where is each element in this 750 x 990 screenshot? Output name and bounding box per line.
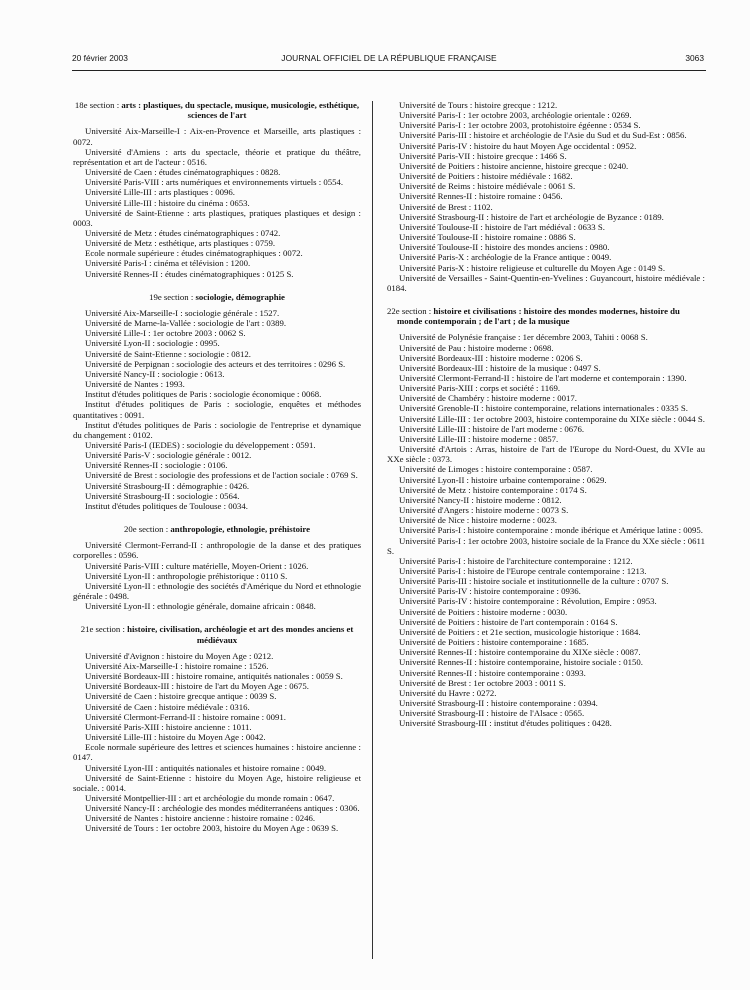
- list-item: Université Paris-III : histoire sociale et institutionnelle de la culture : 0707 S.: [399, 576, 669, 587]
- list-item: Université de Tours : 1er octobre 2003, histoire du Moyen Age : 0639 S.: [85, 823, 339, 834]
- list-item: Université de Caen : études cinématographiques : 0828.: [85, 167, 281, 178]
- list-item: Université Paris-X : archéologie de la France antique : 0049.: [399, 252, 612, 263]
- list-item: Institut d'études politiques de Paris : sociologie, enquêtes et méthodes quantitatives : 0091.: [73, 399, 361, 420]
- list-item: Université Paris-VII : histoire grecque : 1466 S.: [399, 150, 567, 161]
- list-item: Université Lyon-II : histoire urbaine contemporaine : 0629.: [399, 474, 607, 485]
- list-item: Université Toulouse-II : histoire de l'art médiéval : 0633 S.: [399, 221, 605, 232]
- list-item: Université d'Angers : histoire moderne : 0073 S.: [399, 505, 569, 516]
- list-item: Université de Saint-Etienne : arts plastiques, pratiques plastiques et design : 0003.: [73, 207, 361, 228]
- list-item: Université de Reims : histoire médiévale : 0061 S.: [399, 181, 576, 192]
- list-item: Université de Nantes : 1993.: [85, 379, 185, 390]
- list-item: Université Strasbourg-III : institut d'études politiques : 0428.: [399, 718, 612, 729]
- list-item: Université de Versailles - Saint-Quentin-en-Yvelines : Guyancourt, histoire médiévale : 0184.: [387, 272, 705, 293]
- list-item: Université de Metz : études cinématographiques : 0742.: [85, 227, 281, 238]
- list-item: Université Lille-III : histoire de l'art moderne : 0676.: [399, 423, 585, 434]
- page-header: [72, 50, 706, 71]
- list-item: Université Aix-Marseille-I : histoire romaine : 1526.: [85, 660, 269, 671]
- section-block: [387, 306, 705, 729]
- list-item: Université de Metz : histoire contemporaine : 0174 S.: [399, 484, 587, 495]
- list-item: Université Rennes-II : histoire contemporaine, histoire sociale : 0150.: [399, 657, 643, 668]
- list-item: Université d'Artois : Arras, histoire de l'art de l'Europe du Nord-Ouest, du XVIe au XXe siècle : 0373.: [387, 444, 705, 465]
- list-item: Université Lille-III : histoire moderne : 0857.: [399, 433, 559, 444]
- section-block: [73, 100, 361, 279]
- list-item: Université Strasbourg-II : histoire de l'art et archéologie de Byzance : 0189.: [399, 211, 664, 222]
- list-item: Université Paris-IV : histoire du haut Moyen Age occidental : 0952.: [399, 140, 637, 151]
- list-item: Université Paris-I : 1er octobre 2003, histoire sociale de la France du XXe siècle : 0611 S.: [387, 535, 705, 556]
- list-item: Université Paris-XIII : histoire ancienne : 1011.: [85, 721, 252, 732]
- right-column: [387, 100, 705, 741]
- list-item: Institut d'études politiques de Paris : sociologie de l'entreprise et dynamique du changement : 0102.: [73, 419, 361, 440]
- list-item: Université Paris-IV : histoire contemporaine : Révolution, Empire : 0953.: [399, 596, 657, 607]
- list-item: Université Clermont-Ferrand-II : histoire romaine : 0091.: [85, 711, 286, 722]
- section-number: 20e section :: [123, 524, 171, 535]
- list-item: Université de Chambéry : histoire moderne : 0017.: [399, 393, 577, 404]
- list-item: Ecole normale supérieure : études cinématographiques : 0072.: [85, 248, 303, 259]
- section-block: [73, 524, 361, 611]
- list-item: Université Paris-I : histoire contemporaine : monde ibérique et Amérique latine : 0095.: [399, 525, 703, 536]
- section-title: [73, 100, 361, 120]
- section-heading: arts : plastiques, du spectacle, musique, musicologie, esthétique, sciences de l'art: [121, 100, 360, 121]
- section-title: [73, 624, 361, 644]
- list-item: Université Aix-Marseille-I : sociologie générale : 1527.: [85, 307, 280, 318]
- list-item: Université de Tours : histoire grecque : 1212.: [399, 100, 558, 110]
- list-item: Université de Pau : histoire moderne : 0698.: [399, 342, 554, 353]
- list-item: Université Lyon-II : sociologie : 0995.: [85, 338, 220, 349]
- list-item: Université Lille-III : histoire du cinéma : 0653.: [85, 197, 250, 208]
- list-item: Université Paris-I : histoire de l'Europe centrale contemporaine : 1213.: [399, 565, 647, 576]
- list-item: Université de Nice : histoire moderne : 0023.: [399, 515, 557, 526]
- list-item: Université Paris-V : sociologie générale : 0012.: [85, 450, 252, 461]
- list-item: Institut d'études politiques de Paris : sociologie économique : 0068.: [85, 389, 322, 400]
- list-item: Université Rennes-II : sociologie : 0106.: [85, 460, 228, 471]
- list-item: Université Strasbourg-II : histoire contemporaine : 0394.: [399, 698, 598, 708]
- list-item: Université du Havre : 0272.: [399, 687, 497, 698]
- list-item: Université de Caen : histoire grecque antique : 0039 S.: [85, 691, 277, 702]
- list-item: Université Nancy-II : sociologie : 0613.: [85, 368, 225, 379]
- left-column: [73, 100, 361, 847]
- list-item: Université Lyon-II : ethnologie générale, domaine africain : 0848.: [85, 601, 316, 612]
- list-item: Université de Metz : esthétique, arts plastiques : 0759.: [85, 238, 276, 249]
- list-item: Université Paris-I (IEDES) : sociologie du développement : 0591.: [85, 439, 316, 450]
- list-item: Université Rennes-II : histoire contemporaine : 0393.: [399, 667, 586, 678]
- section-number: 22e section :: [387, 305, 434, 316]
- section-title: [387, 306, 705, 326]
- list-item: Université Strasbourg-II : démographie : 0426.: [85, 480, 250, 491]
- list-item: Université Lyon-II : anthropologie préhistorique : 0110 S.: [85, 570, 288, 581]
- list-item: Université de Poitiers : histoire moderne : 0030.: [399, 606, 568, 617]
- section-heading: histoire, civilisation, archéologie et art des mondes anciens et médiévaux: [127, 624, 354, 645]
- list-item: Université Lille-III : arts plastiques : 0096.: [85, 187, 235, 198]
- list-item: Université de Polynésie française : 1er décembre 2003, Tahiti : 0068 S.: [399, 332, 648, 343]
- list-item: Université Clermont-Ferrand-II : anthropologie de la danse et des pratiques corporelles : 0596.: [73, 540, 361, 561]
- section-number: 19e section :: [149, 291, 196, 302]
- list-item: Université Bordeaux-III : histoire de la musique : 0497 S.: [399, 362, 601, 373]
- list-item: Université Strasbourg-II : histoire de l'Alsace : 0565.: [399, 708, 585, 719]
- list-item: Université de Perpignan : sociologie des acteurs et des territoires : 0296 S.: [85, 358, 346, 369]
- section-number: 21e section :: [80, 624, 128, 635]
- list-item: Université de Marne-la-Vallée : sociologie de l'art : 0389.: [85, 318, 287, 329]
- list-item: Université Paris-I : 1er octobre 2003, archéologie orientale : 0269.: [399, 110, 632, 121]
- list-item: Université de Poitiers : histoire de l'art contemporain : 0164 S.: [399, 616, 618, 627]
- list-item: Université Paris-I : histoire de l'architecture contemporaine : 1212.: [399, 555, 633, 566]
- list-item: Université Rennes-II : études cinématographiques : 0125 S.: [85, 268, 294, 279]
- list-item: Université Lyon-III : antiquités nationales et histoire romaine : 0049.: [85, 762, 327, 773]
- list-item: Université Paris-I : cinéma et télévision : 1200.: [85, 258, 251, 269]
- section-heading: sociologie, démographie: [195, 291, 285, 302]
- column-divider: [372, 101, 373, 959]
- section-block: [73, 292, 361, 511]
- list-item: Université Toulouse-II : histoire des mondes anciens : 0980.: [399, 242, 610, 253]
- section-heading: histoire et civilisations : histoire des mondes modernes, histoire du monde contemporain ; de l'art ; de la musique: [397, 305, 680, 327]
- list-item: Université Paris-IV : histoire contemporaine : 0936.: [399, 586, 581, 597]
- list-item: Université de Poitiers : et 21e section, musicologie historique : 1684.: [399, 626, 641, 637]
- list-item: Université d'Amiens : arts du spectacle, théorie et pratique du théâtre, représentation et art de l'acteur : 0516.: [73, 146, 361, 167]
- list-item: Université d'Avignon : histoire du Moyen Age : 0212.: [85, 650, 274, 661]
- list-item: Université Paris-X : histoire religieuse et culturelle du Moyen Age : 0149 S.: [399, 262, 666, 273]
- list-item: Université Paris-XIII : corps et société : 1169.: [399, 383, 561, 394]
- list-item: Université Lyon-II : ethnologie des sociétés d'Amérique du Nord et ethnologie générale : 0498.: [73, 580, 361, 602]
- list-item: Université de Saint-Etienne : sociologie : 0812.: [85, 348, 251, 359]
- list-item: Université de Nantes : histoire ancienne : histoire romaine : 0246.: [85, 813, 316, 824]
- page-number: 3063: [685, 53, 704, 63]
- list-item: Université de Limoges : histoire contemporaine : 0587.: [399, 464, 593, 475]
- list-item: Université Rennes-II : histoire contemporaine du XIXe siècle : 0087.: [399, 647, 641, 658]
- section-block: [73, 624, 361, 833]
- issue-date: 20 février 2003: [72, 53, 128, 63]
- list-item: Université de Brest : 1102.: [399, 201, 493, 212]
- list-item: Université Lille-III : 1er octobre 2003, histoire contemporaine du XIXe siècle : 0044 S.: [399, 413, 705, 424]
- list-item: Université Grenoble-II : histoire contemporaine, relations internationales : 0335 S.: [399, 403, 688, 414]
- list-item: Université de Brest : sociologie des professions et de l'action sociale : 0769 S.: [85, 470, 358, 481]
- list-item: Université de Poitiers : histoire ancienne, histoire grecque : 0240.: [399, 160, 629, 171]
- list-item: Université Clermont-Ferrand-II : histoire de l'art moderne et contemporain : 1390.: [399, 373, 687, 383]
- list-item: Université de Saint-Etienne : histoire du Moyen Age, histoire religieuse et sociale. : 0014.: [73, 772, 361, 793]
- journal-title: JOURNAL OFFICIEL DE LA RÉPUBLIQUE FRANÇAISE: [281, 53, 497, 63]
- list-item: Université Paris-I : 1er octobre 2003, protohistoire égéenne : 0534 S.: [399, 120, 641, 131]
- list-item: Université Paris-III : histoire et archéologie de l'Asie du Sud et du Sud-Est : 0856.: [399, 130, 687, 141]
- list-item: Université Paris-VIII : culture matérielle, Moyen-Orient : 1026.: [85, 560, 309, 571]
- list-item: Université de Brest : 1er octobre 2003 : 0011 S.: [399, 677, 566, 688]
- list-item: Institut d'études politiques de Toulouse : 0034.: [85, 500, 248, 511]
- list-item: Université Strasbourg-II : sociologie : 0564.: [85, 490, 240, 501]
- list-item: Université Montpellier-III : art et archéologie du monde romain : 0647.: [85, 792, 335, 803]
- list-item: Université Lille-III : histoire du Moyen Age : 0042.: [85, 732, 266, 743]
- list-item: Université Bordeaux-III : histoire romaine, antiquités nationales : 0059 S.: [85, 671, 343, 682]
- list-item: Université Rennes-II : histoire romaine : 0456.: [399, 191, 563, 202]
- list-item: Université Nancy-II : histoire moderne : 0812.: [399, 494, 562, 505]
- list-item: Université Nancy-II : archéologie des mondes méditerranéens antiques : 0306.: [85, 803, 360, 814]
- list-item: Ecole normale supérieure des lettres et sciences humaines : histoire ancienne : 0147.: [73, 742, 361, 763]
- list-item: Université Aix-Marseille-I : Aix-en-Provence et Marseille, arts plastiques : 0072.: [73, 126, 361, 147]
- list-item: Université de Poitiers : histoire contemporaine : 1685.: [399, 637, 589, 648]
- list-item: Université Bordeaux-III : histoire moderne : 0206 S.: [399, 352, 583, 363]
- list-item: Université Toulouse-II : histoire romaine : 0886 S.: [399, 232, 576, 243]
- section-heading: anthropologie, ethnologie, préhistoire: [170, 524, 311, 535]
- list-item: Université Bordeaux-III : histoire de l'art du Moyen Age : 0675.: [85, 681, 309, 692]
- section-title: [73, 524, 361, 534]
- list-item: Université Lille-I : 1er octobre 2003 : 0062 S.: [85, 328, 246, 339]
- section-number: 18e section :: [74, 100, 122, 110]
- section-21-continued: [387, 100, 705, 293]
- list-item: Université de Caen : histoire médiévale : 0316.: [85, 701, 250, 712]
- list-item: Université de Poitiers : histoire médiévale : 1682.: [399, 171, 573, 182]
- section-title: [73, 292, 361, 302]
- list-item: Université Paris-VIII : arts numériques et environnements virtuels : 0554.: [85, 177, 344, 188]
